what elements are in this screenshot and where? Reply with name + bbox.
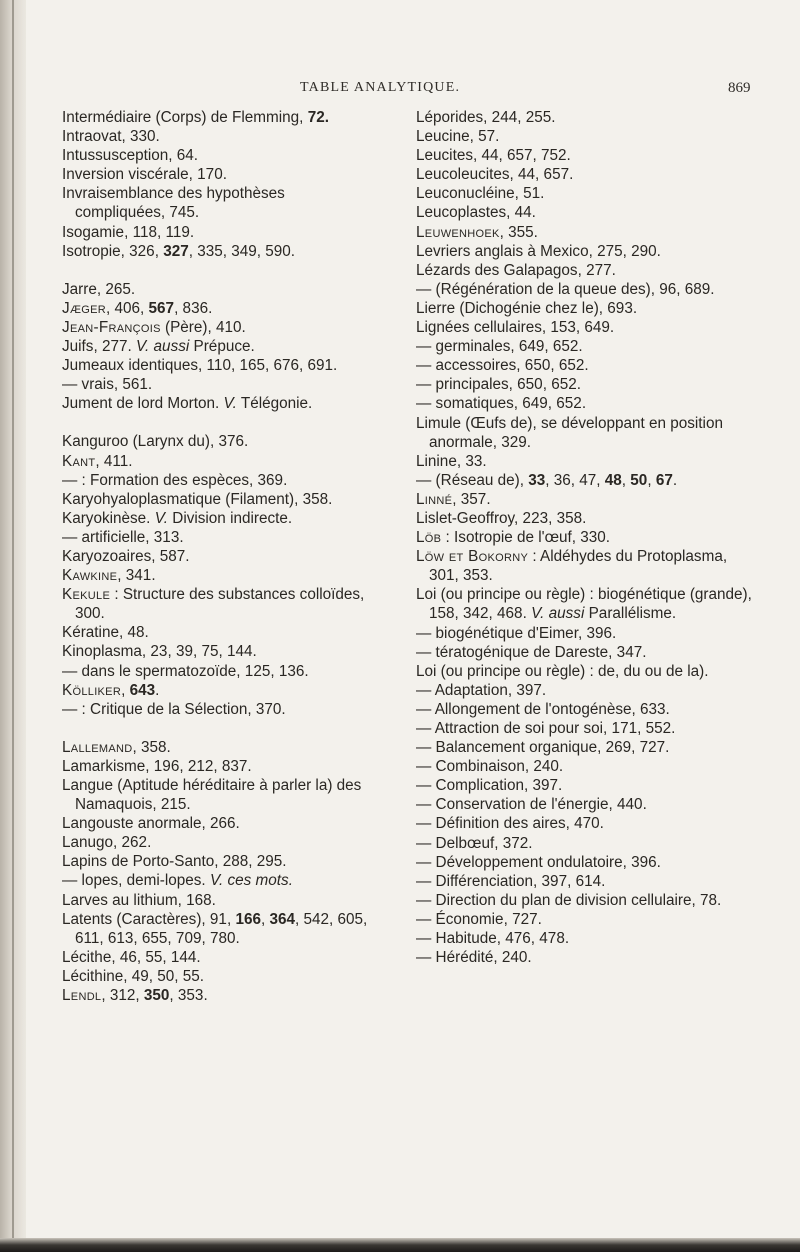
- bold-page-ref: 33: [528, 471, 546, 489]
- index-entry: — Adaptation, 397.: [416, 681, 547, 699]
- index-entry: Lierre (Dichogénie chez le), 693.: [416, 299, 638, 317]
- running-header: [0, 80, 800, 102]
- author-name: Lallemand: [62, 738, 133, 756]
- index-entry: Kanguroo (Larynx du), 376.: [62, 433, 249, 451]
- index-entry: Lallemand, 358.: [62, 738, 171, 756]
- index-entry: — principales, 650, 652.: [416, 376, 581, 394]
- bold-page-ref: 643: [129, 681, 156, 699]
- bold-page-ref: 364: [269, 910, 296, 928]
- cross-reference: V. aussi: [531, 605, 585, 623]
- page-bottom-edge: [0, 1238, 800, 1252]
- index-entry: Jarre, 265.: [62, 280, 136, 298]
- index-entry: Lislet-Geoffroy, 223, 358.: [416, 509, 587, 527]
- index-entry: — accessoires, 650, 652.: [416, 357, 589, 375]
- index-entry: — (Réseau de), 33, 36, 47, 48, 50, 67.: [416, 471, 678, 489]
- index-entry: Jument de lord Morton. V. Télégonie.: [62, 395, 313, 413]
- index-entry: Lécithe, 46, 55, 144.: [62, 948, 201, 966]
- index-entry: Jæger, 406, 567, 836.: [62, 299, 213, 317]
- index-entry: Karyokinèse. V. Division indirecte.: [62, 509, 293, 527]
- page-number: 869: [728, 80, 751, 96]
- index-entry: Leucine, 57.: [416, 128, 500, 146]
- index-entry: — Hérédité, 240.: [416, 949, 532, 967]
- index-entry: — lopes, demi-lopes. V. ces mots.: [62, 872, 293, 890]
- index-entry: — Allongement de l'ontogénèse, 633.: [416, 700, 670, 718]
- index-entry: Löb : Isotropie de l'œuf, 330.: [416, 529, 611, 547]
- index-entry: Leucoplastes, 44.: [416, 204, 536, 222]
- index-entry: Invraisemblance des hypothèses compliquées, 745.: [62, 185, 285, 222]
- author-name: Kekule: [62, 586, 111, 604]
- index-entry: Kölliker, 643.: [62, 681, 160, 699]
- index-entry: Latents (Caractères), 91, 166, 364, 542, 605, 611, 613, 655, 709, 780.: [62, 910, 368, 947]
- index-entry: Jean-François (Père), 410.: [62, 318, 246, 336]
- cross-reference: V. aussi: [135, 338, 190, 356]
- section-gap: [62, 261, 374, 280]
- index-entry: — Delbœuf, 372.: [416, 834, 533, 852]
- index-entry: — dans le spermatozoïde, 125, 136.: [62, 662, 309, 680]
- index-entry: Kekule : Structure des substances colloïdes, 300.: [62, 586, 365, 623]
- index-entry: — vrais, 561.: [62, 376, 153, 394]
- bold-page-ref: 67: [655, 471, 673, 489]
- index-entry: — Combinaison, 240.: [416, 758, 564, 776]
- index-entry: Jumeaux identiques, 110, 165, 676, 691.: [62, 357, 338, 375]
- bold-page-ref: 48: [604, 471, 622, 489]
- index-entry: Larves au lithium, 168.: [62, 891, 216, 909]
- index-entry: Isotropie, 326, 327, 335, 349, 590.: [62, 242, 296, 260]
- author-name: Kant: [62, 452, 96, 470]
- index-entry: Inversion viscérale, 170.: [62, 166, 227, 184]
- index-entry: Juifs, 277. V. aussi Prépuce.: [62, 338, 255, 356]
- index-entry: — biogénétique d'Eimer, 396.: [416, 624, 617, 642]
- author-name: Kawkine: [62, 567, 118, 585]
- index-entry: — Définition des aires, 470.: [416, 815, 604, 833]
- index-entry: — : Formation des espèces, 369.: [62, 471, 288, 489]
- index-column-right: [416, 108, 754, 967]
- author-name: Lendl: [62, 987, 102, 1005]
- cross-reference: V. ces mots.: [209, 872, 293, 890]
- index-entry: — tératogénique de Dareste, 347.: [416, 643, 647, 661]
- author-name: Jean-François: [62, 318, 161, 336]
- index-entry: Kant, 411.: [62, 452, 133, 470]
- author-name: Jæger: [62, 299, 106, 317]
- index-entry: Léporides, 244, 255.: [416, 109, 556, 126]
- bold-page-ref: 567: [148, 299, 175, 317]
- index-entry: Intermédiaire (Corps) de Flemming, 72.: [62, 109, 329, 126]
- author-name: Linné: [416, 490, 453, 508]
- index-entry: — Attraction de soi pour soi, 171, 552.: [416, 720, 676, 737]
- index-entry: — Balancement organique, 269, 727.: [416, 739, 670, 757]
- index-entry: Lapins de Porto-Santo, 288, 295.: [62, 853, 287, 871]
- index-entry: Limule (Œufs de), se développant en position anormale, 329.: [416, 414, 723, 451]
- index-entry: Levriers anglais à Mexico, 275, 290.: [416, 242, 661, 260]
- index-entry: — germinales, 649, 652.: [416, 338, 583, 356]
- index-entry: Langue (Aptitude héréditaire à parler la) des Namaquois, 215.: [62, 777, 362, 814]
- index-entry: — Complication, 397.: [416, 777, 563, 795]
- index-entry: Karyohyaloplasmatique (Filament), 358.: [62, 490, 333, 508]
- index-entry: — Habitude, 476, 478.: [416, 930, 570, 948]
- index-entry: Lanugo, 262.: [62, 834, 152, 852]
- index-entry: Langouste anormale, 266.: [62, 815, 240, 833]
- bold-page-ref: 50: [630, 471, 648, 489]
- bold-page-ref: 166: [235, 910, 261, 928]
- index-entry: Lendl, 312, 350, 353.: [62, 987, 208, 1005]
- index-entry: Loi (ou principe ou règle) : biogénétique (grande), 158, 342, 468. V. aussi Parallélisme.: [416, 586, 752, 623]
- index-entry: Intraovat, 330.: [62, 128, 160, 146]
- bold-page-ref: 350: [143, 987, 170, 1005]
- index-entry: Intussusception, 64.: [62, 147, 199, 165]
- author-name: Leuwenhoek: [416, 223, 500, 241]
- index-entry: Linine, 33.: [416, 452, 487, 470]
- index-entry: — Différenciation, 397, 614.: [416, 872, 606, 890]
- cross-reference: V.: [154, 509, 169, 527]
- cross-reference: V.: [223, 395, 237, 413]
- index-entry: — Développement ondulatoire, 396.: [416, 853, 661, 871]
- index-entry: Kawkine, 341.: [62, 567, 156, 585]
- index-entry: Lézards des Galapagos, 277.: [416, 261, 616, 279]
- author-name: Löw et Bokorny: [416, 548, 529, 566]
- author-name: Löb: [416, 529, 442, 547]
- index-entry: — Direction du plan de division cellulaire, 78.: [416, 891, 722, 909]
- index-entry: — Conservation de l'énergie, 440.: [416, 796, 647, 814]
- author-name: Kölliker: [62, 681, 122, 699]
- index-entry: Löw et Bokorny : Aldéhydes du Protoplasma, 301, 353.: [416, 548, 728, 585]
- bold-page-ref: 72.: [307, 109, 329, 126]
- index-entry: Isogamie, 118, 119.: [62, 223, 195, 241]
- section-gap: [62, 413, 374, 432]
- bold-page-ref: 327: [163, 242, 189, 260]
- index-entry: Leucoleucites, 44, 657.: [416, 166, 574, 184]
- index-entry: Leuconucléine, 51.: [416, 185, 545, 203]
- index-column-left: [62, 108, 374, 1005]
- page-title: TABLE ANALYTIQUE.: [300, 80, 461, 95]
- index-entry: — somatiques, 649, 652.: [416, 395, 587, 413]
- index-entry: — (Régénération de la queue des), 96, 689.: [416, 280, 715, 298]
- index-entry: Karyozoaires, 587.: [62, 547, 190, 565]
- index-entry: Leucites, 44, 657, 752.: [416, 147, 571, 165]
- index-entry: Linné, 357.: [416, 490, 491, 508]
- index-entry: — Économie, 727.: [416, 910, 542, 928]
- index-entry: Leuwenhoek, 355.: [416, 223, 538, 241]
- index-entry: — artificielle, 313.: [62, 528, 184, 546]
- index-entry: Lamarkisme, 196, 212, 837.: [62, 757, 252, 775]
- index-entry: Kératine, 48.: [62, 624, 149, 642]
- index-entry: — : Critique de la Sélection, 370.: [62, 700, 286, 718]
- book-binding-edge: [0, 0, 26, 1252]
- index-entry: Loi (ou principe ou règle) : de, du ou de la).: [416, 662, 709, 680]
- index-entry: Lécithine, 49, 50, 55.: [62, 967, 205, 985]
- section-gap: [62, 719, 374, 738]
- index-entry: Lignées cellulaires, 153, 649.: [416, 319, 615, 337]
- index-entry: Kinoplasma, 23, 39, 75, 144.: [62, 643, 257, 661]
